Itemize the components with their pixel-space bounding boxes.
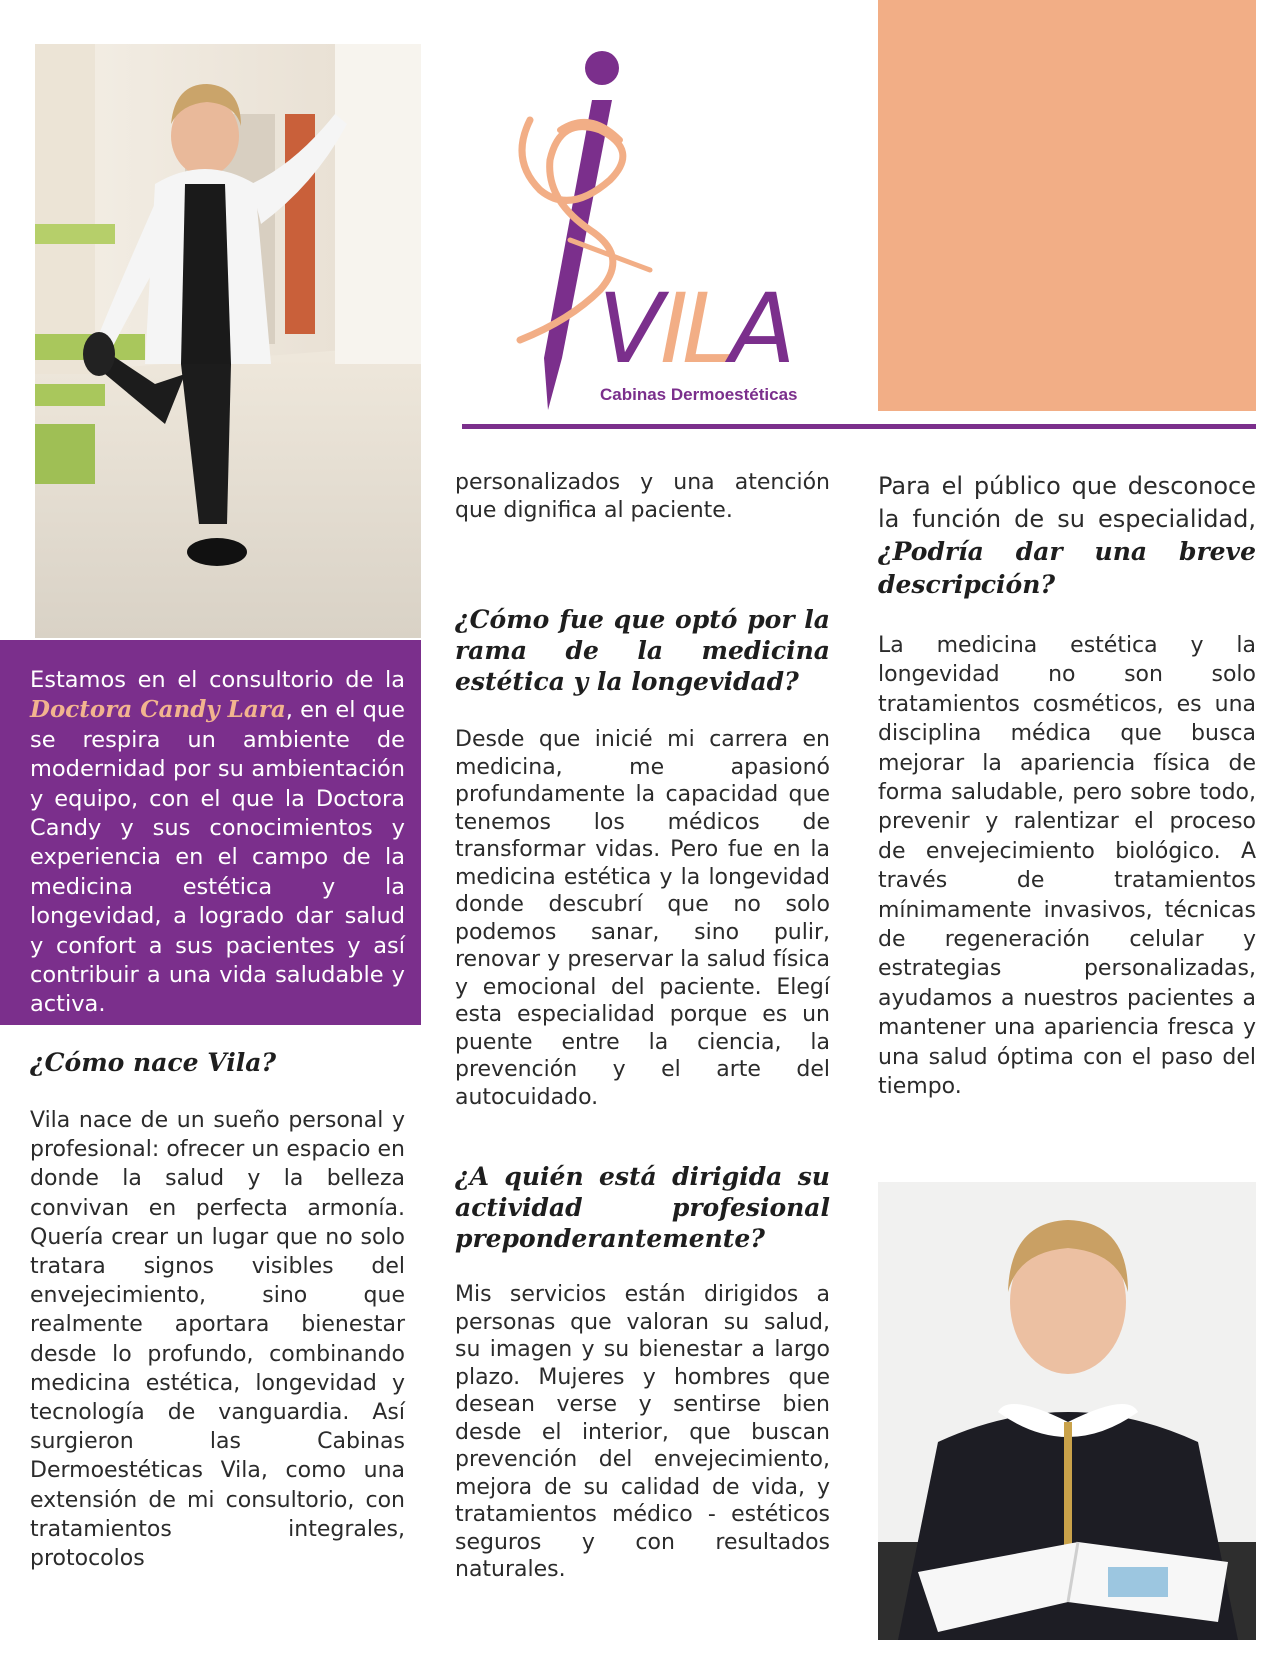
logo-letter-i: I (660, 273, 689, 385)
logo-letter-a: A (730, 273, 796, 385)
hallway-illustration (35, 44, 421, 638)
intro-paragraph (30, 666, 405, 1020)
column1-paragraph: Vila nace de un sueño personal y profesional: ofrecer un espacio en donde la salud y la belleza convivan en perfecta armonía. Quería crear un lugar que no solo tratara signos visibles del envejecimiento, sino que realmente aportara bienestar desde lo profundo, combinando medicina estética, longevidad y tecnología de vanguardia. Así surgieron las Cabinas Dermoestéticas Vila, como una extensión de mi consultorio, con tratamientos integrales, protocolos (30, 1108, 405, 1572)
column2-paragraph2: Mis servicios están dirigidos a personas que valoran su salud, su imagen y su bienestar a largo plazo. Mujeres y hombres que desean verse y sentirse bien desde el interior, que buscan prevención del envejecimiento, mejora de su calidad de vida, y tratamientos médico - estéticos seguros y con resultados naturales. (455, 1282, 830, 1582)
portrait-illustration (878, 1182, 1256, 1640)
doctor-hallway-photo (35, 44, 421, 638)
heading-como-nace-vila: ¿Cómo nace Vila? (30, 1048, 277, 1077)
vila-logo (500, 40, 800, 410)
column2-continuation: personalizados y una atención que dignifica al paciente. (455, 470, 830, 523)
logo-letter-v: V (598, 273, 664, 385)
heading-a-quien: ¿A quién está dirigida su actividad profesional preponderantemente? (455, 1162, 830, 1253)
column2-paragraph1: Desde que inicié mi carrera en medicina, me apasionó profundamente la capacidad que tenemos los médicos de transformar vidas. Pero fue en la medicina estética y la longevidad donde descubrí que no solo podemos sanar, sino pulir, renovar y preservar la salud física y emocional del paciente. Elegí esta especialidad porque es un puente entre la ciencia, la prevención y el arte del autocuidado. (455, 727, 830, 1110)
column3-question: ¿Podría dar una breve descripción? (878, 537, 1256, 599)
purple-divider (462, 424, 1256, 429)
column3-paragraph: La medicina estética y la longevidad no son solo tratamientos cosméticos, es una disciplina médica que busca mejorar la apariencia física de forma saludable, pero sobre todo, prevenir y ralentizar el proceso de envejecimiento biológico. A través de tratamientos mínimamente invasivos, técnicas de regeneración celular y estrategias personalizadas, ayudamos a nuestros pacientes a mantener una apariencia fresca y una salud óptima con el paso del tiempo. (878, 633, 1256, 1100)
peach-color-block (878, 0, 1256, 411)
logo-letter-l: L (682, 273, 736, 385)
doctor-portrait-photo (878, 1182, 1256, 1640)
logo-tagline: Cabinas Dermoestéticas (600, 385, 798, 404)
vila-logo-mark (500, 40, 800, 410)
intro-text-before-name: Estamos en el consultorio de la (30, 667, 405, 693)
intro-box (0, 640, 421, 1025)
intro-text-after-name: , en el que se respira un ambiente de modernidad por su ambientación y equipo, con el que la Doctora Candy y sus conocimientos y experiencia en el campo de la medicina estética y la longevidad, a logrado dar salud y confort a sus pacientes y así contribuir a una vida saludable y activa. (30, 697, 405, 1018)
heading-como-fue: ¿Cómo fue que optó por la rama de la medicina estética y la longevidad? (455, 605, 830, 696)
doctor-name: Doctora Candy Lara (30, 696, 286, 724)
column3-intro-text: Para el público que desconoce la función de su especialidad, (878, 472, 1256, 533)
column3-intro (878, 470, 1256, 602)
